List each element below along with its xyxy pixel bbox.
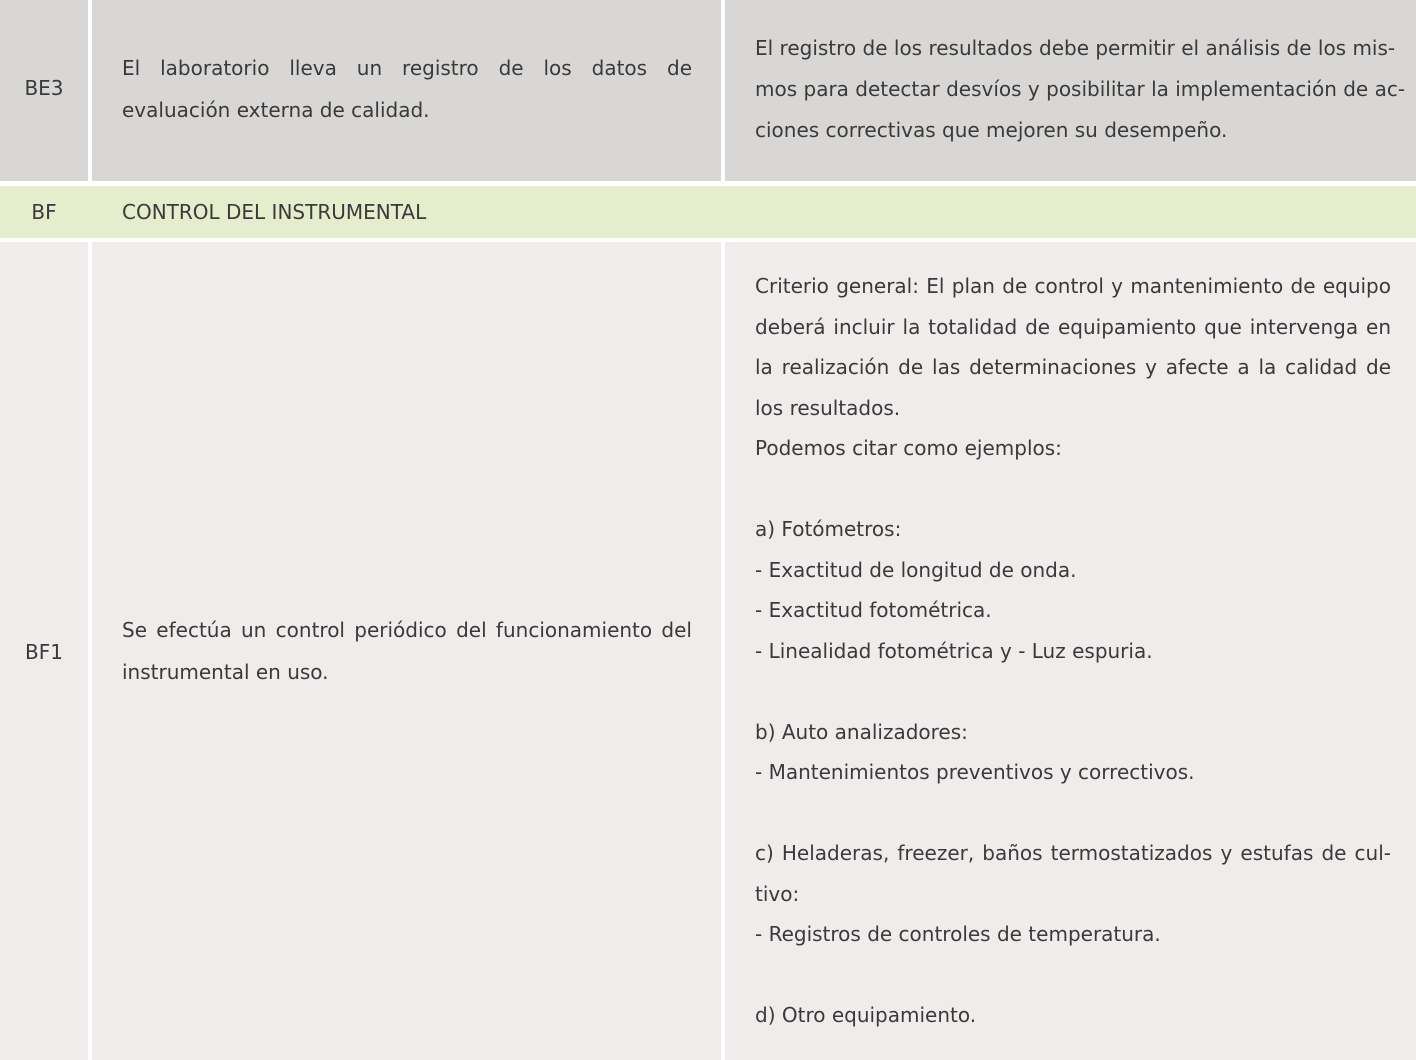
criteria-cell [725, 0, 1416, 181]
criteria-line: mos para detectar desvíos y posibilitar la implementación de ac- [755, 77, 1406, 101]
code-cell [0, 242, 88, 1060]
row-description: El laboratorio lleva un registro de los datos de evaluación externa de calidad. [122, 56, 692, 122]
table-row-bf1 [0, 242, 1416, 1060]
criteria-line: - Exactitud de longitud de onda. [755, 557, 1077, 582]
description-cell [92, 242, 721, 1060]
criteria-line: - Registros de controles de temperatura. [755, 922, 1161, 946]
criteria-line: los resultados. [755, 395, 901, 420]
criteria-line: - Linealidad fotométrica y - Luz espuria. [755, 638, 1153, 663]
criteria-line: - Mantenimientos preventivos y correctivos. [755, 760, 1195, 784]
criteria-line: - Exactitud fotométrica. [755, 598, 992, 622]
criteria-line: El registro de los resultados debe permitir el análisis de los mis- [755, 36, 1396, 60]
section-code: BF [31, 200, 57, 224]
criteria-line: ciones correctivas que mejoren su desempeño. [755, 118, 1228, 142]
criteria-line: d) Otro equipamiento. [755, 1003, 977, 1027]
section-title: CONTROL DEL INSTRUMENTAL [122, 200, 427, 224]
criteria-line: c) Heladeras, freezer, baños termostatizados y estufas de cul- [755, 841, 1391, 865]
row-code: BF1 [25, 640, 63, 664]
code-cell [0, 0, 88, 181]
row-criteria [755, 28, 1406, 151]
row-criteria [755, 266, 1391, 1036]
table-row-be3 [0, 0, 1416, 181]
section-header-row-bf [0, 186, 1416, 238]
criteria-line [755, 469, 1391, 510]
criteria-cell [725, 242, 1416, 1060]
code-cell [0, 186, 88, 238]
criteria-line: tivo: [755, 881, 800, 906]
row-code: BE3 [24, 76, 64, 100]
criteria-line: Podemos citar como ejemplos: [755, 436, 1062, 460]
criteria-line: b) Auto analizadores: [755, 719, 968, 744]
criteria-line: a) Fotómetros: [755, 517, 902, 541]
criteria-line: Criterio general: El plan de control y mantenimiento de equipo [755, 274, 1391, 298]
row-description: Se efectúa un control periódico del funcionamiento del instrumental en uso. [122, 618, 692, 684]
section-title-cell [92, 186, 1416, 238]
criteria-line [755, 793, 1391, 834]
criteria-line: deberá incluir la totalidad de equipamiento que intervenga en [755, 314, 1391, 339]
criteria-line [755, 955, 1391, 996]
criteria-line: la realización de las determinaciones y afecte a la calidad de [755, 355, 1391, 379]
description-cell [92, 0, 721, 181]
criteria-line [755, 671, 1391, 712]
